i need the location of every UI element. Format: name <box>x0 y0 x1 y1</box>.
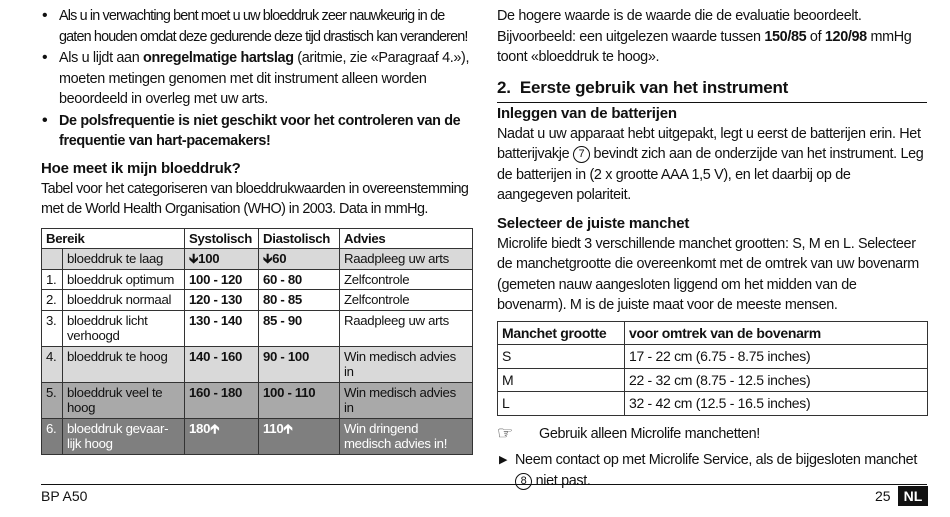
arrow-down-icon: 🡳 <box>263 251 273 266</box>
cuff-size-table <box>497 321 928 416</box>
hint-line: ☞ Gebruik alleen Microlife manchetten! <box>497 422 760 443</box>
subheading-cuff: Selecteer de juiste manchet <box>497 214 690 232</box>
language-badge: NL <box>898 486 928 506</box>
bullet-dot: • <box>42 49 48 66</box>
ref-8-icon: 8 <box>515 473 532 490</box>
bullet-arrhythmia: • Als u lijdt aan onregelmatige hartslag (aritmie, zie «Paragraaf 4.»), moeten metingen genomen met dit instrument alleen worden beoordeeld in overleg met uw arts. <box>42 49 470 107</box>
table-row: 4. bloeddruk te hoog 140 - 160 90 - 100 Win medisch advies in <box>42 346 473 382</box>
pointing-hand-icon: ☞ <box>497 422 513 443</box>
table-row: 5. bloeddruk veel te hoog 160 - 180 100 - 110 Win medisch advies in <box>42 382 473 418</box>
arrow-up-icon: 🡱 <box>283 420 293 436</box>
table-header-row <box>42 228 473 249</box>
arrow-down-icon: 🡳 <box>189 251 199 266</box>
bullet-dot: • <box>42 7 47 24</box>
header-range: Bereik <box>42 228 185 249</box>
table-header-row: Manchet grootte voor omtrek van de bovenarm <box>498 321 928 345</box>
section-title-first-use: 2. Eerste gebruik van het instrument <box>497 77 789 97</box>
table-row: bloeddruk te laag 🡳100 🡳60 Raadpleeg uw arts <box>42 249 473 270</box>
table-row: S 17 - 22 cm (6.75 - 8.75 inches) <box>498 345 928 369</box>
table-row: 6. bloeddruk gevaar-lijk hoog 180🡱 110🡱 Win dringend medisch advies in! <box>42 418 473 454</box>
batteries-paragraph: Nadat u uw apparaat hebt uitgepakt, legt u eerst de batterijen erin. Het batterijvakje 7 bevindt zich aan de onderzijde van het instrument. Leg de batterijen in (2 x grootte AAA 1,5 V), en let daarbij op de aangegeven polariteit. <box>497 125 924 203</box>
subheading-batteries: Inleggen van de batterijen <box>497 104 677 122</box>
bullet-text: Als u in verwachting bent moet u uw bloeddruk zeer nauwkeurig in de gaten houden omdat deze gedurende deze tijd drastisch kan veranderen! <box>59 8 468 45</box>
left-column <box>41 6 473 455</box>
page-number: 25 <box>875 488 891 504</box>
ref-7-icon: 7 <box>573 146 590 163</box>
table-intro: Tabel voor het categoriseren van bloeddrukwaarden in overeenstemming met de World Health Organisation (WHO) in 2003. Data in mmHg. <box>41 180 469 217</box>
bp-category-table <box>41 228 473 455</box>
bullet-pregnancy <box>41 6 473 47</box>
arrow-up-icon: 🡱 <box>210 420 220 436</box>
evaluation-paragraph: De hogere waarde is de waarde die de evaluatie beoordeelt. Bijvoorbeeld: een uitgelezen waarde tussen 150/85 of 120/98 mmHg toont «bloeddruk te hoog». <box>497 8 912 65</box>
header-diastolic: Diastolisch <box>259 228 340 249</box>
footer-model: BP A50 <box>41 488 88 504</box>
table-row: 3. bloeddruk licht verhoogd 130 - 140 85 - 90 Raadpleeg uw arts <box>42 310 473 346</box>
bullet-dot: • <box>42 111 48 129</box>
right-column <box>497 6 927 491</box>
bullet-emphasis: onregelmatige hartslag <box>143 50 294 66</box>
section-rule <box>497 102 927 103</box>
bullet-pacemaker <box>41 111 473 152</box>
section-heading-measure: Hoe meet ik mijn bloeddruk? <box>41 159 241 177</box>
table-row: 2. bloeddruk normaal 120 - 130 80 - 85 Zelfcontrole <box>42 290 473 311</box>
cuff-paragraph: Microlife biedt 3 verschillende manchet grootten: S, M en L. Selecteer de manchetgrootte die overeenkomt met de omtrek van uw bovenarm (gemeten nauw aangesloten liggend om het midden van de bovenarm). M is de juiste maat voor de meeste mensen. <box>497 235 919 313</box>
table-row: 1. bloeddruk optimum 100 - 120 60 - 80 Zelfcontrole <box>42 269 473 290</box>
bullet-text: De polsfrequentie is niet geschikt voor het controleren van de frequentie van hart-pacemakers! <box>59 112 461 149</box>
header-systolic: Systolisch <box>185 228 259 249</box>
table-row: M 22 - 32 cm (8.75 - 12.5 inches) <box>498 368 928 392</box>
header-advice: Advies <box>340 228 473 249</box>
triangle-bullet-icon: ▶ <box>499 454 508 466</box>
footer-rule <box>41 484 927 485</box>
table-row: L 32 - 42 cm (12.5 - 16.5 inches) <box>498 392 928 416</box>
service-note: ▶ Neem contact op met Microlife Service, als de bijgesloten manchet 8 niet past. <box>499 452 917 489</box>
